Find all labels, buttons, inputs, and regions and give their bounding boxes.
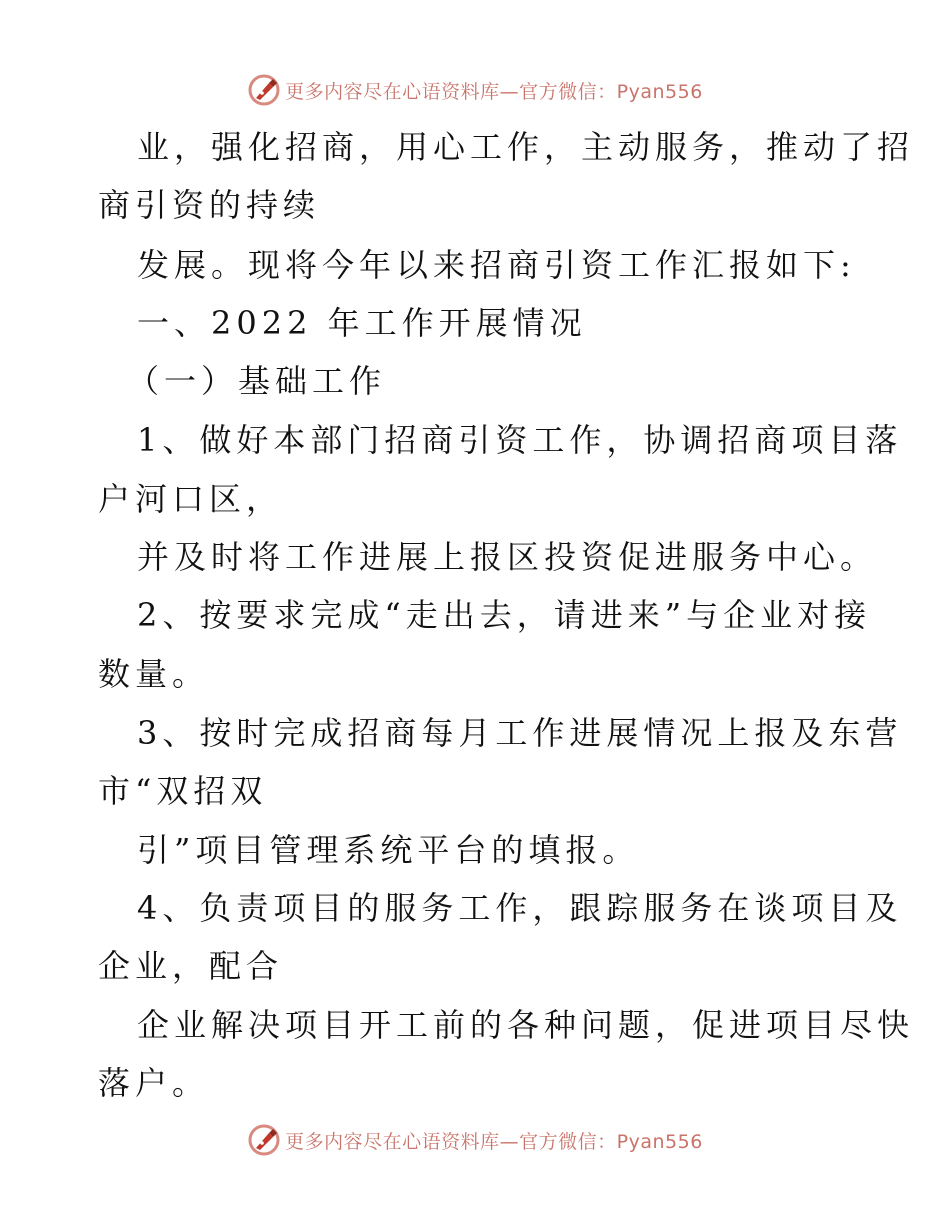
paragraph-line: 引”项目管理系统平台的填报。 [137, 831, 640, 869]
paragraph-line: 3、按时完成招商每月工作进展情况上报及东营 [137, 714, 903, 752]
paragraph-line: 并及时将工作进展上报区投资促进服务中心。 [137, 538, 878, 576]
paragraph-line: 商引资的持续 [98, 186, 321, 224]
watermark-text: 更多内容尽在心语资料库—官方微信：Pyan556 [285, 1130, 703, 1153]
paragraph-line: 业，强化招商，用心工作，主动服务，推动了招 [137, 128, 915, 166]
paragraph-line: 4、负责项目的服务工作，跟踪服务在谈项目及 [137, 889, 903, 927]
paragraph-line: 落户。 [98, 1064, 210, 1102]
paragraph-line: 企业解决项目开工前的各种问题，促进项目尽快 [137, 1006, 915, 1044]
paragraph-line: 企业，配合 [98, 947, 284, 985]
pen-nib-logo-icon [247, 1123, 281, 1157]
paragraph-line: 1、做好本部门招商引资工作，协调招商项目落 [137, 421, 903, 459]
paragraph-line: 数量。 [98, 655, 210, 693]
paragraph-line: 市“双招双 [98, 772, 268, 810]
watermark-text: 更多内容尽在心语资料库—官方微信：Pyan556 [285, 80, 703, 103]
subsection-heading: （一）基础工作 [127, 362, 387, 400]
paragraph-line: 户河口区， [98, 480, 284, 518]
footer-watermark [0, 1120, 950, 1160]
paragraph-line: 2、按要求完成“走出去，请进来”与企业对接 [137, 596, 872, 634]
section-heading: 一、2022 年工作开展情况 [137, 304, 587, 342]
paragraph-line: 发展。现将今年以来招商引资工作汇报如下: [137, 246, 856, 284]
